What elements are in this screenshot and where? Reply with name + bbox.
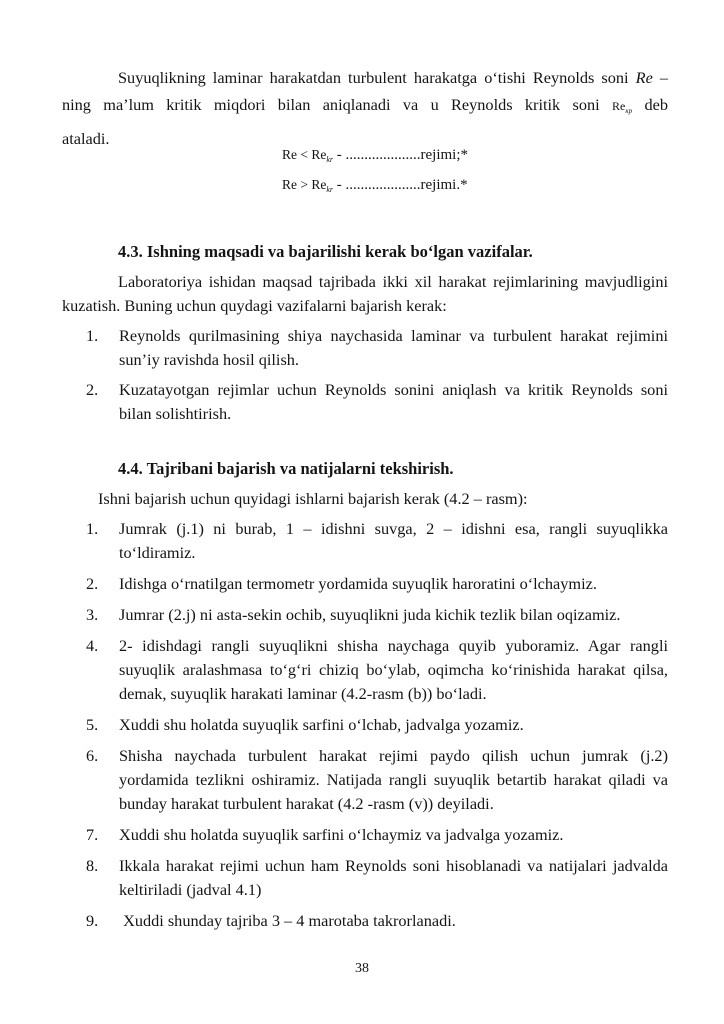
- re-symbol: Re: [635, 68, 653, 87]
- list-item: [62, 713, 668, 737]
- list-number: 7.: [86, 825, 99, 844]
- intro-line-1: [62, 64, 668, 91]
- list-number: 4.: [86, 636, 99, 655]
- page-number: 38: [355, 961, 369, 976]
- intro-paragraph: [62, 64, 668, 152]
- formula-lhs: Re > Re: [282, 177, 327, 192]
- formula-blank: ....................: [345, 177, 421, 193]
- intro-dash: –: [652, 68, 668, 87]
- re-subscript: кр: [625, 107, 633, 115]
- list-text: Kuzatayotgan rejimlar uchun Reynolds sonini aniqlash va kritik Reynolds soni bilan solishtirish.: [119, 380, 668, 423]
- list-item: [62, 854, 668, 902]
- list-item: [62, 324, 668, 372]
- list-number: 9.: [86, 911, 99, 930]
- list-number: 2.: [86, 380, 99, 399]
- list-text: Reynolds qurilmasining shiya naychasida laminar va turbulent harakat rejimini sun’iy ravishda hosil qilish.: [119, 326, 668, 369]
- intro-text: deb: [632, 95, 669, 114]
- procedure-list: [62, 517, 668, 933]
- re-critical-symbol: [612, 99, 632, 113]
- list-item: [62, 909, 668, 933]
- list-text: Shisha naychada turbulent harakat rejimi paydo qilish uchun jumrak (j.2) yordamida tezlikni oshiramiz. Natijada rangli suyuqlik betartib harakat qiladi va bunday harakat turbulent harakat (4.2 -rasm (v)) deyiladi.: [119, 746, 668, 813]
- list-item: [62, 603, 668, 627]
- list-text: 2- idishdagi rangli suyuqlikni shisha naychaga quyib yuboramiz. Agar rangli suyuqlik aralashmasa to‘g‘ri chiziq bo‘ylab, oqimcha ko‘rinishida harakat qilsa, demak, suyuqlik harakati laminar (4.2-rasm (b)) bo‘ladi.: [119, 636, 668, 703]
- section-heading-4-4: 4.4. Tajribani bajarish va natijalarni tekshirish.: [118, 459, 454, 478]
- intro-line-2: [62, 91, 668, 125]
- intro-text: ning ma’lum kritik miqdori bilan aniqlanadi va u Reynolds kritik soni: [62, 95, 613, 114]
- formula-laminar: [282, 147, 468, 164]
- list-number: 1.: [86, 519, 99, 538]
- formula-turbulent: [282, 177, 468, 194]
- formula-regime: rejimi;*: [420, 147, 469, 163]
- formula-dash: -: [333, 177, 346, 193]
- list-text: Xuddi shunday tajriba 3 – 4 marotaba takrorlanadi.: [119, 911, 456, 930]
- list-text: Ikkala harakat rejimi uchun ham Reynolds soni hisoblanadi va natijalari jadvalda keltiriladi (jadval 4.1): [119, 856, 668, 899]
- list-item: [62, 823, 668, 847]
- list-text: Idishga o‘rnatilgan termometr yordamida suyuqlik haroratini o‘lchaymiz.: [119, 574, 597, 593]
- list-text: Jumrar (2.j) ni asta-sekin ochib, suyuqlikni juda kichik tezlik bilan oqizamiz.: [119, 605, 621, 624]
- list-item: [62, 378, 668, 426]
- list-number: 6.: [86, 746, 99, 765]
- list-item: [62, 517, 668, 565]
- section-4-4-body: [62, 487, 668, 933]
- list-number: 8.: [86, 856, 99, 875]
- list-text: Jumrak (j.1) ni burab, 1 – idishni suvga, 2 – idishni esa, rangli suyuqlikka to‘ldiramiz.: [119, 519, 668, 562]
- list-item: [62, 572, 668, 596]
- list-text: Xuddi shu holatda suyuqlik sarfini o‘lchaymiz va jadvalga yozamiz.: [119, 825, 564, 844]
- formula-blank: ....................: [345, 147, 421, 163]
- section-4-3-body: [62, 270, 668, 426]
- task-list: [62, 324, 668, 426]
- section-heading-4-3: 4.3. Ishning maqsadi va bajarilishi kerak bo‘lgan vazifalar.: [118, 242, 533, 261]
- intro-text: Suyuqlikning laminar harakatdan turbulent harakatga o‘tishi Reynolds soni: [118, 68, 636, 87]
- list-item: [62, 634, 668, 706]
- list-number: 1.: [86, 326, 99, 345]
- formula-subscript: kr: [326, 185, 334, 194]
- formula-regime: rejimi.*: [420, 177, 468, 193]
- intro-line-3: ataladi.: [62, 129, 110, 148]
- list-text: Xuddi shu holatda suyuqlik sarfini o‘lchab, jadvalga yozamiz.: [119, 715, 524, 734]
- section-4-3-intro: Laboratoriya ishidan maqsad tajribada ikki xil harakat rejimlarining mavjudligini kuzatish. Buning uchun quydagi vazifalarni bajarish kerak:: [62, 272, 668, 315]
- formula-dash: -: [333, 147, 346, 163]
- re-label: Re: [612, 99, 626, 113]
- list-number: 5.: [86, 715, 99, 734]
- list-number: 2.: [86, 574, 99, 593]
- formula-subscript: kr: [326, 155, 334, 164]
- list-number: 3.: [86, 605, 99, 624]
- section-4-4-intro: Ishni bajarish uchun quyidagi ishlarni bajarish kerak (4.2 – rasm):: [98, 489, 528, 508]
- list-item: [62, 744, 668, 816]
- formula-lhs: Re < Re: [282, 147, 327, 162]
